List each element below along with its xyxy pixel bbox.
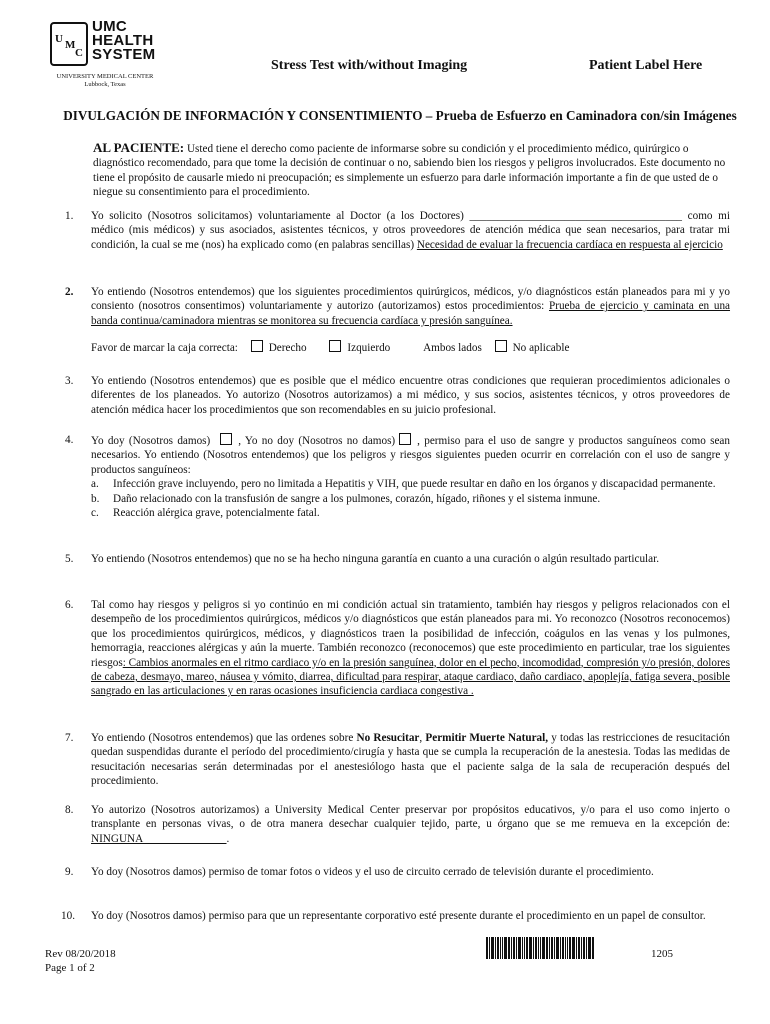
barcode: [486, 937, 634, 959]
checkbox-doy[interactable]: [220, 433, 232, 445]
item-3: 3. Yo entiendo (Nosotros entendemos) que es posible que el médico encuentre otras condiciones que requieran procedimientos adicionales o diferentes de los planeados. Yo autorizo (Nosotros autorizamos) a mi médico, y sus socios, asistentes técnicos, y otros proveedores de atención médica hacer los procedimientos que son recomendables en su juicio profesional.: [65, 375, 730, 416]
form-title: Stress Test with/without Imaging: [271, 58, 468, 73]
item-9: 9. Yo doy (Nosotros damos) permiso de tomar fotos o videos y el uso de circuito cerrado de televisión durante el procedimiento.: [65, 866, 654, 878]
intro-paragraph: AL PACIENTE: Usted tiene el derecho como paciente de informarse sobre su condición y el procedimiento médico, quirúrgico o diagnóstico recomendado, para que tome la decisión de continuar o no, sabiendo bien los riesgos y peligros involucrados. Este documento no tiene el propósito de causarle miedo ni preocupación; es simplemente un esfuerzo para darle información importante a fin de que usted de o niegue su consentimiento para el procedimiento.: [93, 140, 726, 199]
item-1: 1. Yo solicito (Nosotros solicitamos) voluntariamente al Doctor (a los Doctores) ______________________________________ como mi médico (mis médicos) y sus asociados, asistentes técnicos, y otros proveedores de atención médica que sean necesarios, para tratar mi condición, la cual se me (nos) ha explicado como (en palabras sencillas) Necesidad de evaluar la frecuencia cardíaca en respuesta al ejercicio: [65, 210, 730, 251]
document-title: DIVULGACIÓN DE INFORMACIÓN Y CONSENTIMIENTO – Prueba de Esfuerzo en Caminadora con/sin Imágenes: [63, 108, 737, 123]
item-4: 4. Yo doy (Nosotros damos) , Yo no doy (Nosotros no damos) , permiso para el uso de sangre y productos sanguíneos como sean necesarios. Yo entiendo (Nosotros entendemos) que los peligros y riesgos siguientes pueden ocurrir en correlación con el uso de sangre y productos sanguíneos: a. Infección grave incluyendo, pero no limitada a Hepatitis y VIH, que puede resultar en daño en los órganos y discapacidad permanente. b. Daño relacionado con la transfusión de sangre a los pulmones, corazón, hígado, riñones y el sistema inmune. c. Reacción alérgica grave, potencialmente fatal.: [65, 434, 730, 520]
item-5: 5. Yo entiendo (Nosotros entendemos) que no se ha hecho ninguna garantía en cuanto a una curación o algún resultado particular.: [65, 553, 660, 565]
form-code: 1205: [651, 948, 673, 960]
item-7: 7. Yo entiendo (Nosotros entendemos) que las ordenes sobre No Resucitar, Permitir Muerte Natural, y todas las restricciones de resucitación quedan suspendidas durante el período del procedimiento/cirugía y hasta que se cumpla la recuperación de la anestesia. Todas las medidas de resucitación necesarias serán determinadas por el anestesiólogo hasta que el paciente salga de la sala de recuperación después del procedimiento.: [65, 732, 731, 788]
item-10: 10. Yo doy (Nosotros damos) permiso para que un representante corporativo esté presente durante el procedimiento en un papel de consultor.: [61, 910, 706, 922]
item-2: 2. Yo entiendo (Nosotros entendemos) que los siguientes procedimientos quirúrgicos, médicos, y/o diagnósticos están planeados para mi y yo consiento (nosotros consentimos) voluntariamente y autorizo (autorizamos) estos procedimientos: Prueba de ejercicio y caminata en una banda continua/caminadora mientras se monitorea su frecuencia cardíaca y presión sanguínea. Favor de marcar la caja correcta: Derecho Izquierdo Ambos lados No aplicable: [65, 286, 731, 355]
side-selection: Favor de marcar la caja correcta: Derecho Izquierdo Ambos lados No aplicable: [91, 342, 570, 355]
umc-logo-mark: U M C: [50, 22, 88, 66]
item-6: 6. Tal como hay riesgos y peligros si yo continúo en mi condición actual sin tratamiento, también hay riesgos y peligros relacionados con el desempeño de los procedimientos quirúrgicos, médicos y/o diagnósticos que están planeados para mi. Yo reconozco (Nosotros reconocemos) que los procedimientos quirúrgicos, médicos, y diagnósticos traen la posibilidad de infección, coágulos en las venas y los pulmones, hemorragia, reacciones alérgicas y aún la muerte. También reconozco (reconocemos) que este procedimiento en particular, trae los siguientes riesgos: Cambios anormales en el ritmo cardiaco y/o en la presión sanguínea, dolor en el pecho, incomodidad, compresión y/o presión, dolores de cabeza, desmayo, mareo, náusea y vómito, diarrea, dificultad para respirar, ataque cardiaco, daño cardiaco, apoplejía, fatiga severa, posible sangrado en las articulaciones y en raras ocasiones insuficiencia cardiaca congestiva .: [65, 599, 730, 698]
checkbox-derecho[interactable]: [251, 340, 263, 352]
footer-revision: Rev 08/20/2018 Page 1 of 2: [45, 948, 116, 974]
logo-wordmark: UMC HEALTH SYSTEM: [92, 18, 156, 63]
checkbox-no-aplicable[interactable]: [495, 340, 507, 352]
item-8: 8. Yo autorizo (Nosotros autorizamos) a University Medical Center preservar por propósitos educativos, y/o para el uso como injerto o transplante en personas vivas, o de otra manera desechar cualquier tejido, parte, u órgano que se me remueva en la excepción de: NINGUNA .: [65, 804, 730, 845]
patient-label-area: Patient Label Here: [589, 58, 703, 73]
logo-subtitle: UNIVERSITY MEDICAL CENTER Lubbock, Texas: [56, 73, 154, 88]
checkbox-no-doy[interactable]: [399, 433, 411, 445]
checkbox-izquierdo[interactable]: [329, 340, 341, 352]
